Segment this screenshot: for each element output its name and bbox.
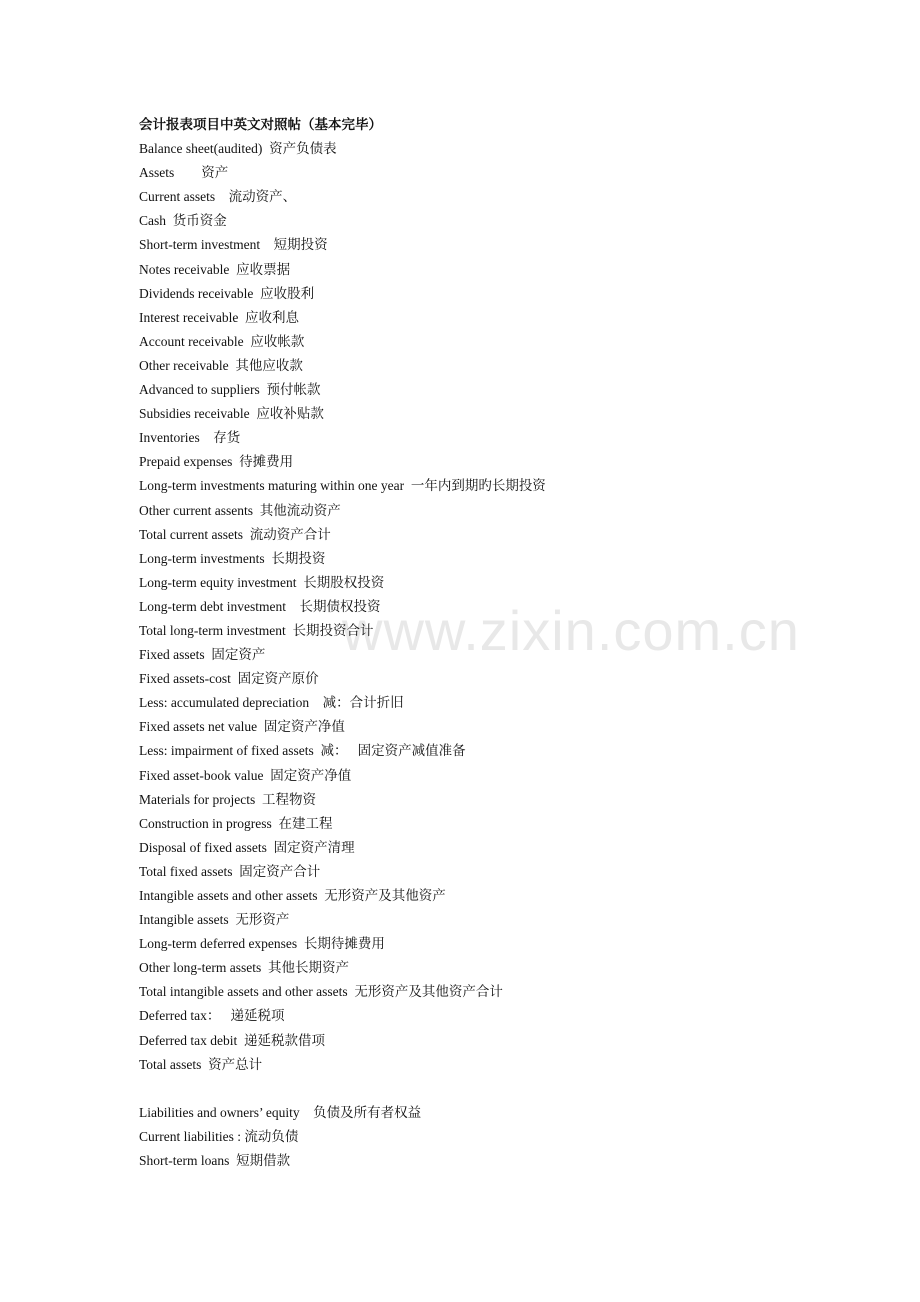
- text-line: Short-term investment 短期投资: [139, 237, 328, 253]
- text-line: Prepaid expenses 待摊费用: [139, 454, 294, 470]
- text-line: Fixed assets 固定资产: [139, 647, 266, 663]
- text-line: Cash 货币资金: [139, 213, 227, 229]
- text-line: Total current assets 流动资产合计: [139, 526, 331, 542]
- text-line: Total intangible assets and other assets 无形资产及其他资产合计: [139, 984, 503, 1000]
- text-line: Less: accumulated depreciation 减：合计折旧: [139, 695, 404, 711]
- text-line: Interest receivable 应收利息: [139, 309, 300, 325]
- document-body: [139, 113, 839, 1173]
- text-line: Fixed asset-book value 固定资产净值: [139, 767, 352, 783]
- text-line: Subsidies receivable 应收补贴款: [139, 406, 324, 422]
- text-line: Other receivable 其他应收款: [139, 357, 303, 373]
- text-line: Total assets 资产总计: [139, 1056, 263, 1072]
- text-line: Intangible assets 无形资产: [139, 912, 290, 928]
- text-line: Inventories 存货: [139, 430, 241, 446]
- text-line: Total fixed assets 固定资产合计: [139, 863, 321, 879]
- text-line: Long-term investments 长期投资: [139, 550, 326, 566]
- text-line: Advanced to suppliers 预付帐款: [139, 382, 321, 398]
- text-line: Long-term deferred expenses 长期待摊费用: [139, 936, 385, 952]
- text-line: Construction in progress 在建工程: [139, 815, 333, 831]
- document-title: 会计报表项目中英文对照帖（基本完毕）: [139, 117, 382, 132]
- text-line: Materials for projects 工程物资: [139, 791, 316, 807]
- text-line: Less: impairment of fixed assets 减： 固定资产减值准备: [139, 743, 466, 759]
- text-line: Fixed assets-cost 固定资产原价: [139, 671, 319, 687]
- text-line: Current liabilities : 流动负债: [139, 1128, 299, 1144]
- text-line: Notes receivable 应收票据: [139, 261, 291, 277]
- text-line: Long-term equity investment 长期股权投资: [139, 574, 385, 590]
- text-line: Assets 资产: [139, 165, 229, 181]
- text-line: Deferred tax debit 递延税款借项: [139, 1032, 325, 1048]
- text-line: Balance sheet(audited) 资产负债表: [139, 141, 337, 157]
- text-line: Long-term investments maturing within one year 一年内到期旳长期投资: [139, 478, 546, 494]
- text-line: Intangible assets and other assets 无形资产及其他资产: [139, 888, 446, 903]
- text-line: Liabilities and owners’ equity 负债及所有者权益: [139, 1104, 422, 1120]
- text-line: Other long-term assets 其他长期资产: [139, 960, 349, 976]
- text-line: Other current assents 其他流动资产: [139, 502, 341, 518]
- watermark: www.zixin.com.cn: [342, 599, 800, 662]
- text-line: Fixed assets net value 固定资产净值: [139, 719, 345, 735]
- text-line: Short-term loans 短期借款: [139, 1153, 291, 1169]
- text-line: Deferred tax： 递延税项: [139, 1008, 285, 1024]
- text-line: Long-term debt investment 长期债权投资: [139, 598, 381, 614]
- text-line: Dividends receivable 应收股利: [139, 285, 315, 301]
- text-line: Current assets 流动资产、: [139, 189, 297, 205]
- text-line: Disposal of fixed assets 固定资产清理: [139, 839, 355, 855]
- blank-line: [139, 1077, 839, 1101]
- text-line: Account receivable 应收帐款: [139, 333, 305, 349]
- text-line: Total long-term investment 长期投资合计: [139, 622, 374, 638]
